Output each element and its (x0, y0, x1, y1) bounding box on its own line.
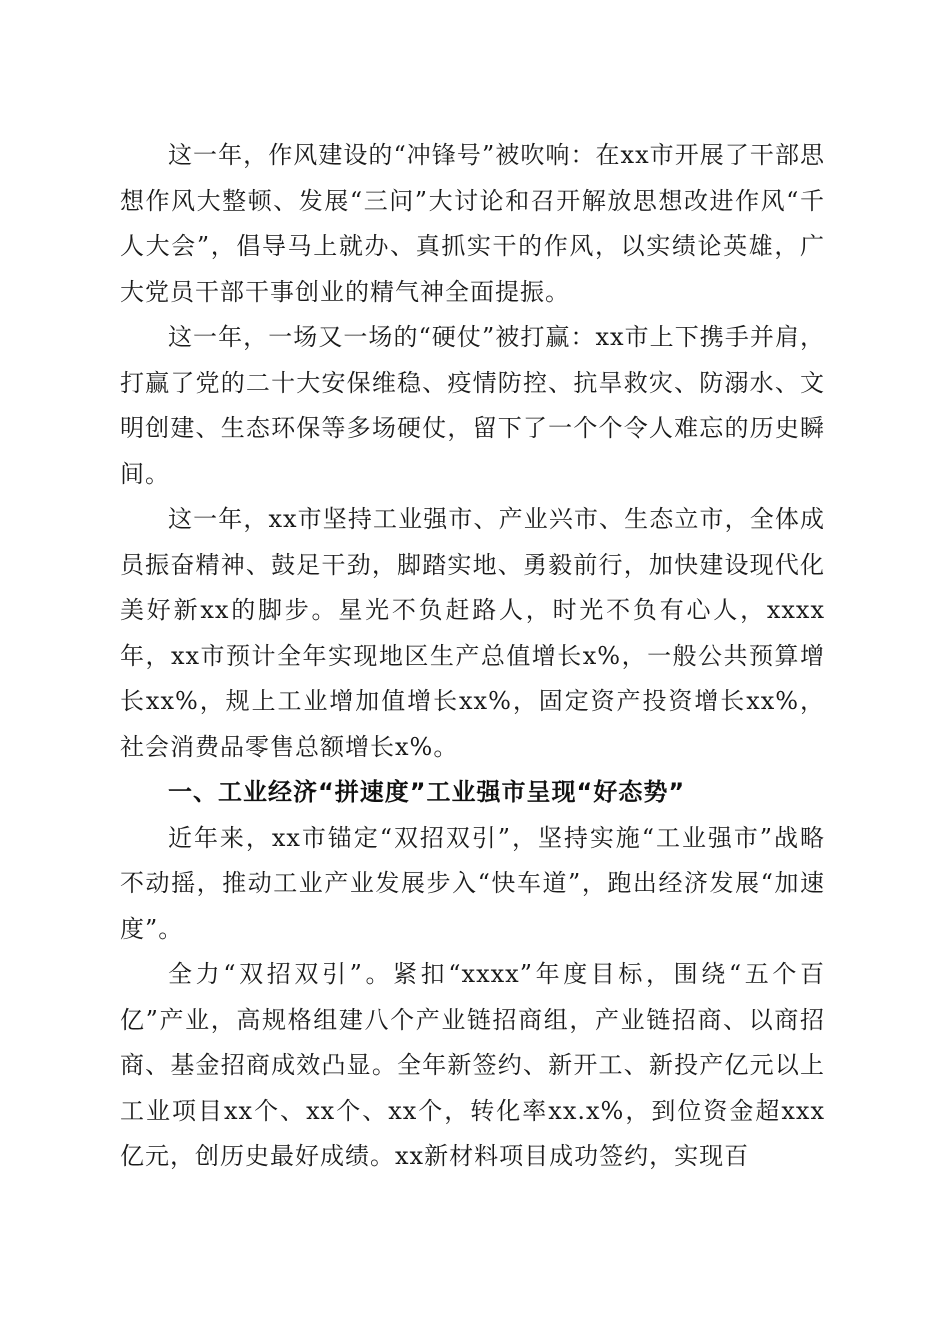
section-heading-industrial-economy: 一、工业经济“拼速度”工业强市呈现“好态势” (168, 778, 686, 806)
paragraph-investment-attraction: 全力“双招双引”。紧扣“xxxx”年度目标，围绕“五个百亿”产业，高规格组建八个产业链招商组，产业链招商、以商招商、基金招商成效凸显。全年新签约、新开工、新投产亿元以上工业项目xx个、xx个、xx个，转化率xx.x%，到位资金超xxx亿元，创历史最好成绩。xx新材料项目成功签约，实现百 (120, 960, 825, 1170)
paragraph-work-style: 这一年，作风建设的“冲锋号”被吹响：在xx市开展了干部思想作风大整顿、发展“三问”大讨论和召开解放思想改进作风“千人大会”，倡导马上就办、真抓实干的作风，以实绩论英雄，广大党员干部干事创业的精气神全面提振。 (120, 141, 825, 306)
paragraph-hard-battles: 这一年，一场又一场的“硬仗”被打赢：xx市上下携手并肩，打赢了党的二十大安保维稳、疫情防控、抗旱救灾、防溺水、文明创建、生态环保等多场硬仗，留下了一个个令人难忘的历史瞬间。 (120, 323, 825, 488)
paragraph-economy-summary: 这一年，xx市坚持工业强市、产业兴市、生态立市，全体成员振奋精神、鼓足干劲，脚踏实地、勇毅前行，加快建设现代化美好新xx的脚步。星光不负赶路人，时光不负有心人，xxxx年，xx市预计全年实现地区生产总值增长x%，一般公共预算增长xx%，规上工业增加值增长xx%，固定资产投资增长xx%，社会消费品零售总额增长x%。 (120, 505, 825, 761)
paragraph-industry-intro: 近年来，xx市锚定“双招双引”，坚持实施“工业强市”战略不动摇，推动工业产业发展步入“快车道”，跑出经济发展“加速度”。 (120, 823, 825, 943)
document-body (120, 133, 825, 1180)
